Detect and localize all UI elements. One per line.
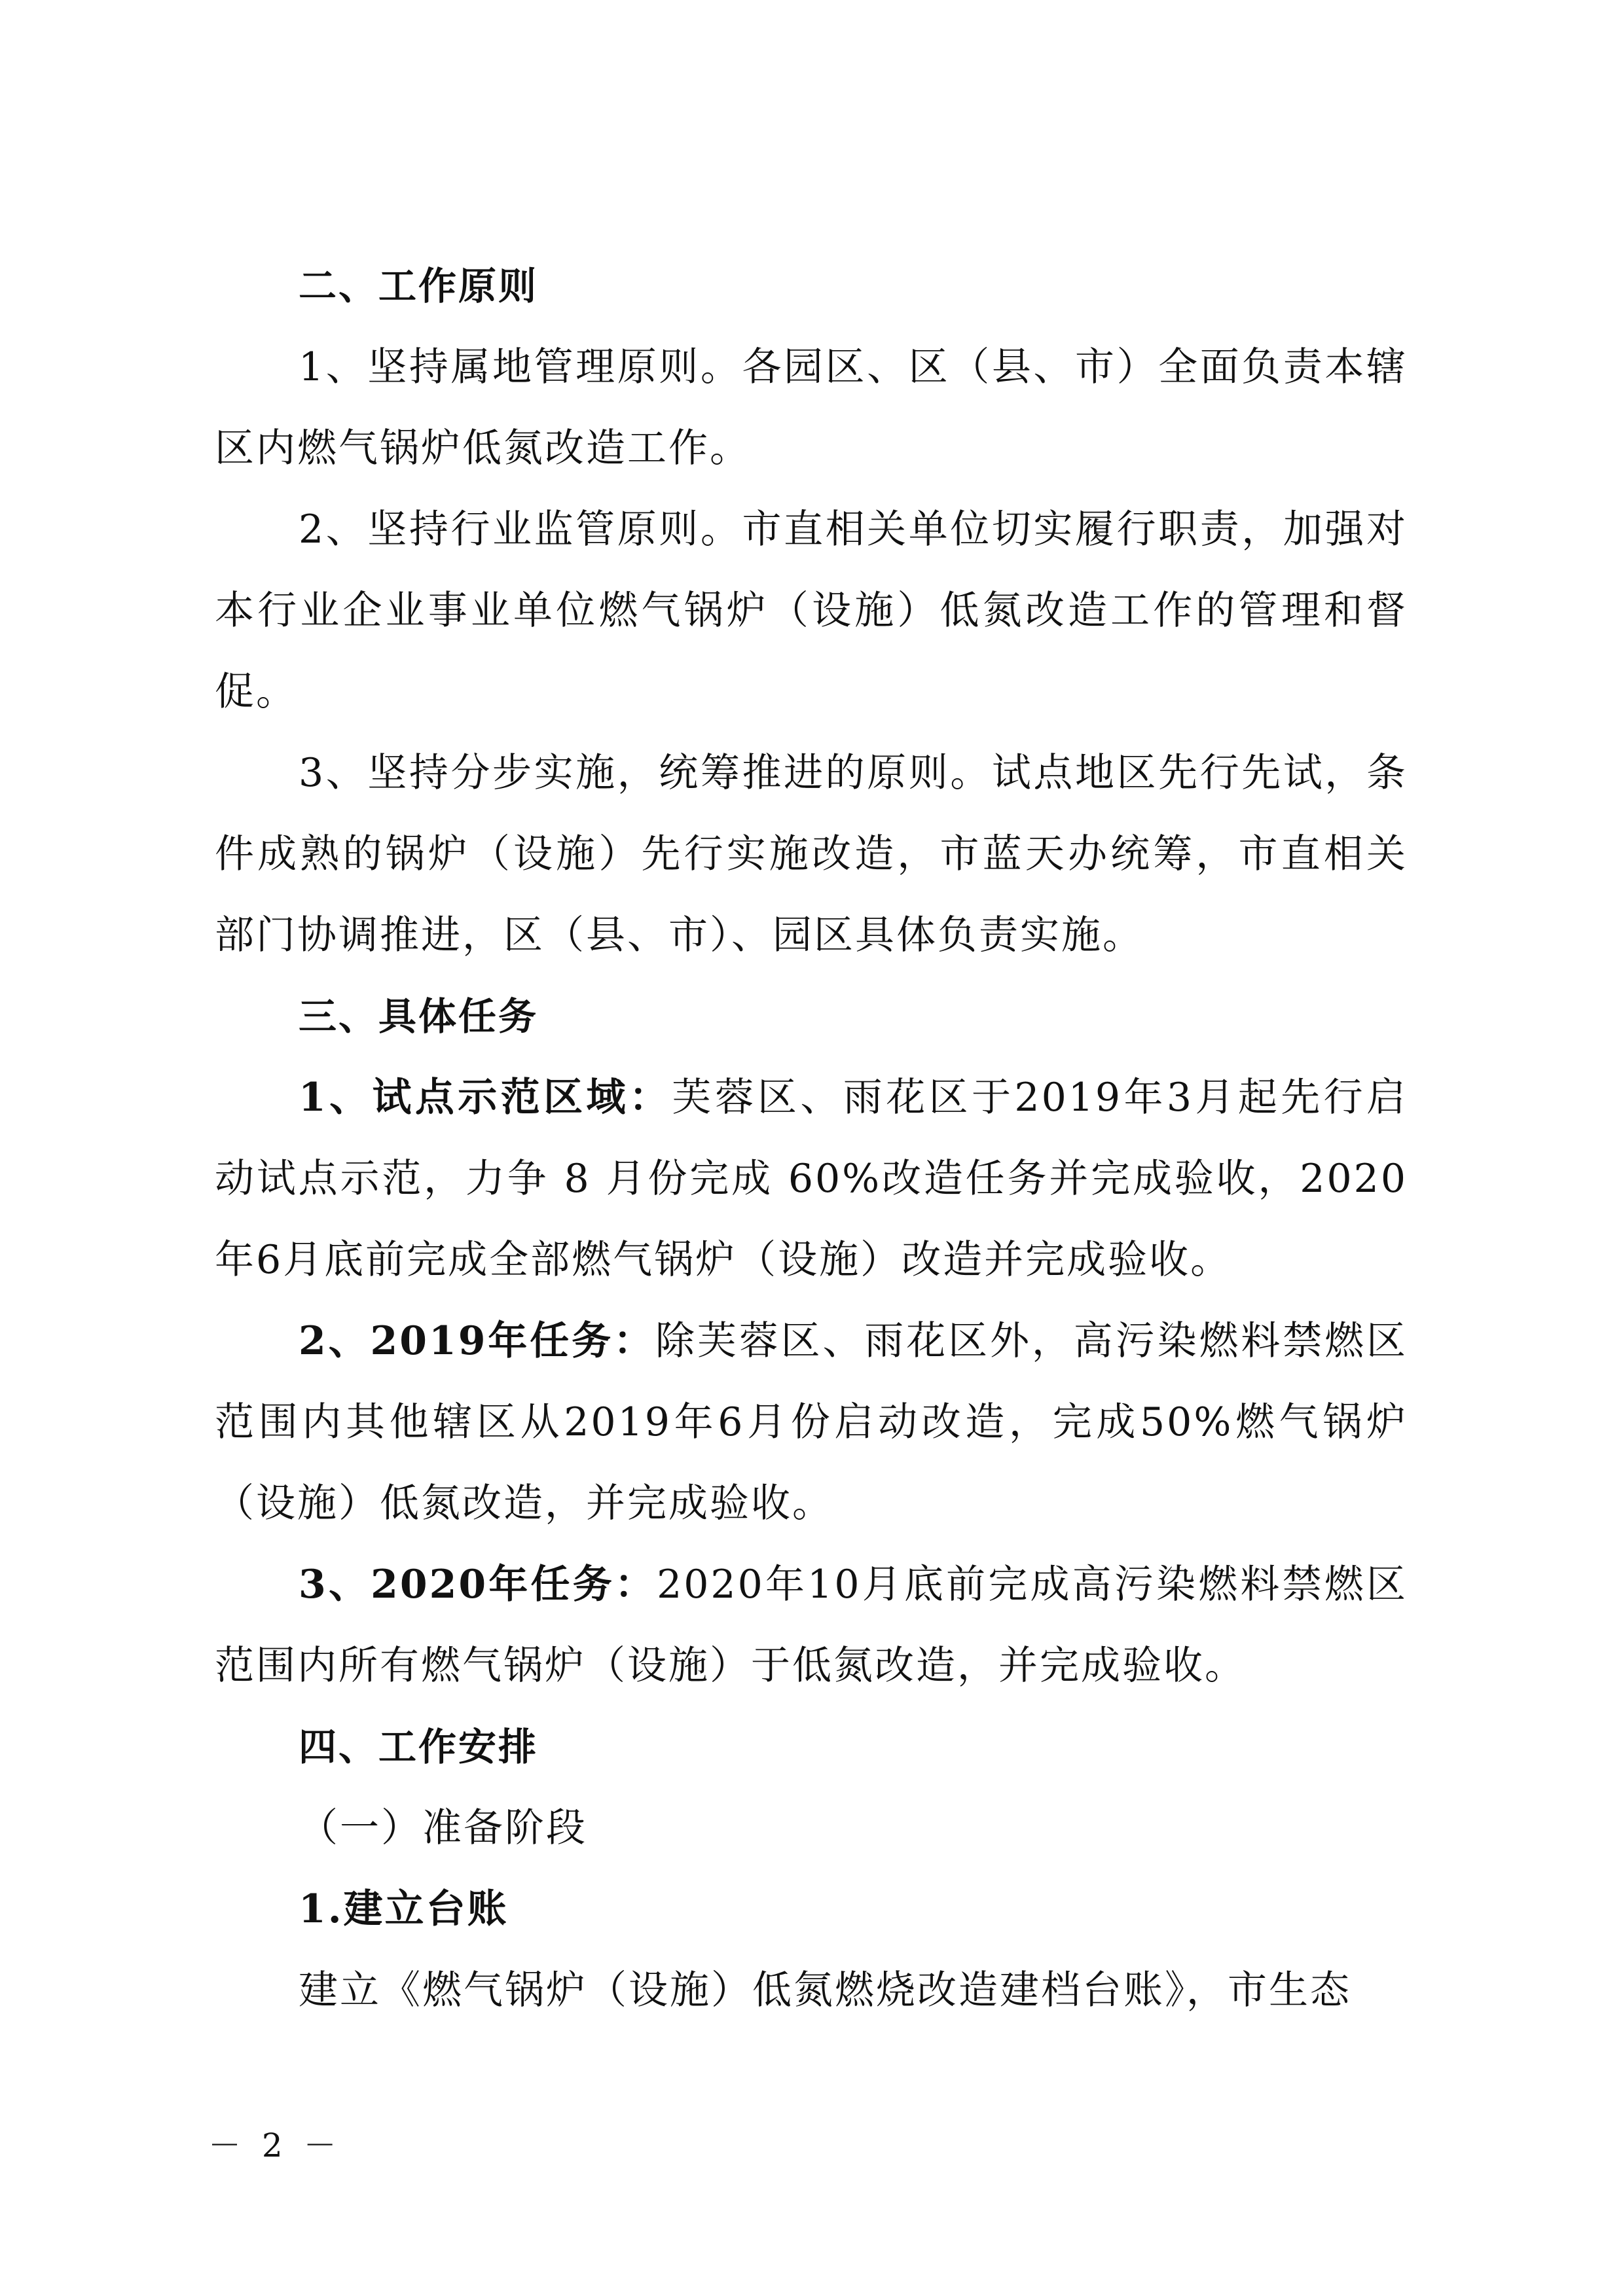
page-number: － 2 － <box>208 2126 342 2164</box>
paragraph-text: 芙蓉区、雨花区于2019年3月起先行启动试点示范，力争 8 月份完成 60%改造任务并完成验收，2020年6月底前完成全部燃气锅炉（设施）改造并完成验收。 <box>215 1075 1408 1283</box>
section-heading <box>215 1706 1408 1787</box>
item-lead: 1.建立台账 <box>299 1886 509 1932</box>
body-paragraph <box>215 489 1408 732</box>
paragraph-text: 2020年10月底前完成高污染燃料禁燃区范围内所有燃气锅炉（设施）于低氮改造，并完成验收。 <box>215 1562 1408 1689</box>
body-paragraph <box>215 732 1408 976</box>
paragraph-text: 2、坚持行业监管原则。市直相关单位切实履行职责，加强对本行业企业事业单位燃气锅炉（设施）低氮改造工作的管理和督促。 <box>215 507 1408 715</box>
paragraph-text: （一）准备阶段 <box>299 1805 587 1851</box>
body-paragraph <box>215 327 1408 489</box>
paragraph-text: 除芙蓉区、雨花区外，高污染燃料禁燃区范围内其他辖区从2019年6月份启动改造，完成50%燃气锅炉（设施）低氮改造，并完成验收。 <box>215 1318 1408 1526</box>
task-paragraph <box>215 1057 1408 1300</box>
paragraph-text: 1、坚持属地管理原则。各园区、区（县、市）全面负责本辖区内燃气锅炉低氮改造工作。 <box>215 344 1408 471</box>
subsection-heading <box>215 1787 1408 1869</box>
task-lead: 2、2019年任务： <box>299 1318 655 1364</box>
paragraph-text: 3、坚持分步实施，统筹推进的原则。试点地区先行先试，条件成熟的锅炉（设施）先行实施改造，市蓝天办统筹，市直相关部门协调推进，区（县、市）、园区具体负责实施。 <box>215 750 1408 958</box>
task-paragraph <box>215 1300 1408 1544</box>
section-heading <box>215 245 1408 327</box>
paragraph-text: 建立《燃气锅炉（设施）低氮燃烧改造建档台账》，市生态 <box>299 1967 1351 2013</box>
heading-text: 三、具体任务 <box>299 994 539 1039</box>
body-paragraph <box>215 1950 1408 2031</box>
section-heading <box>215 976 1408 1057</box>
task-lead: 3、2020年任务： <box>299 1562 657 1607</box>
item-heading <box>215 1869 1408 1950</box>
heading-text: 四、工作安排 <box>299 1725 539 1769</box>
document-body <box>215 245 1408 2031</box>
task-paragraph <box>215 1544 1408 1706</box>
heading-text: 二、工作原则 <box>299 264 539 308</box>
task-lead: 1、试点示范区域： <box>299 1075 672 1121</box>
